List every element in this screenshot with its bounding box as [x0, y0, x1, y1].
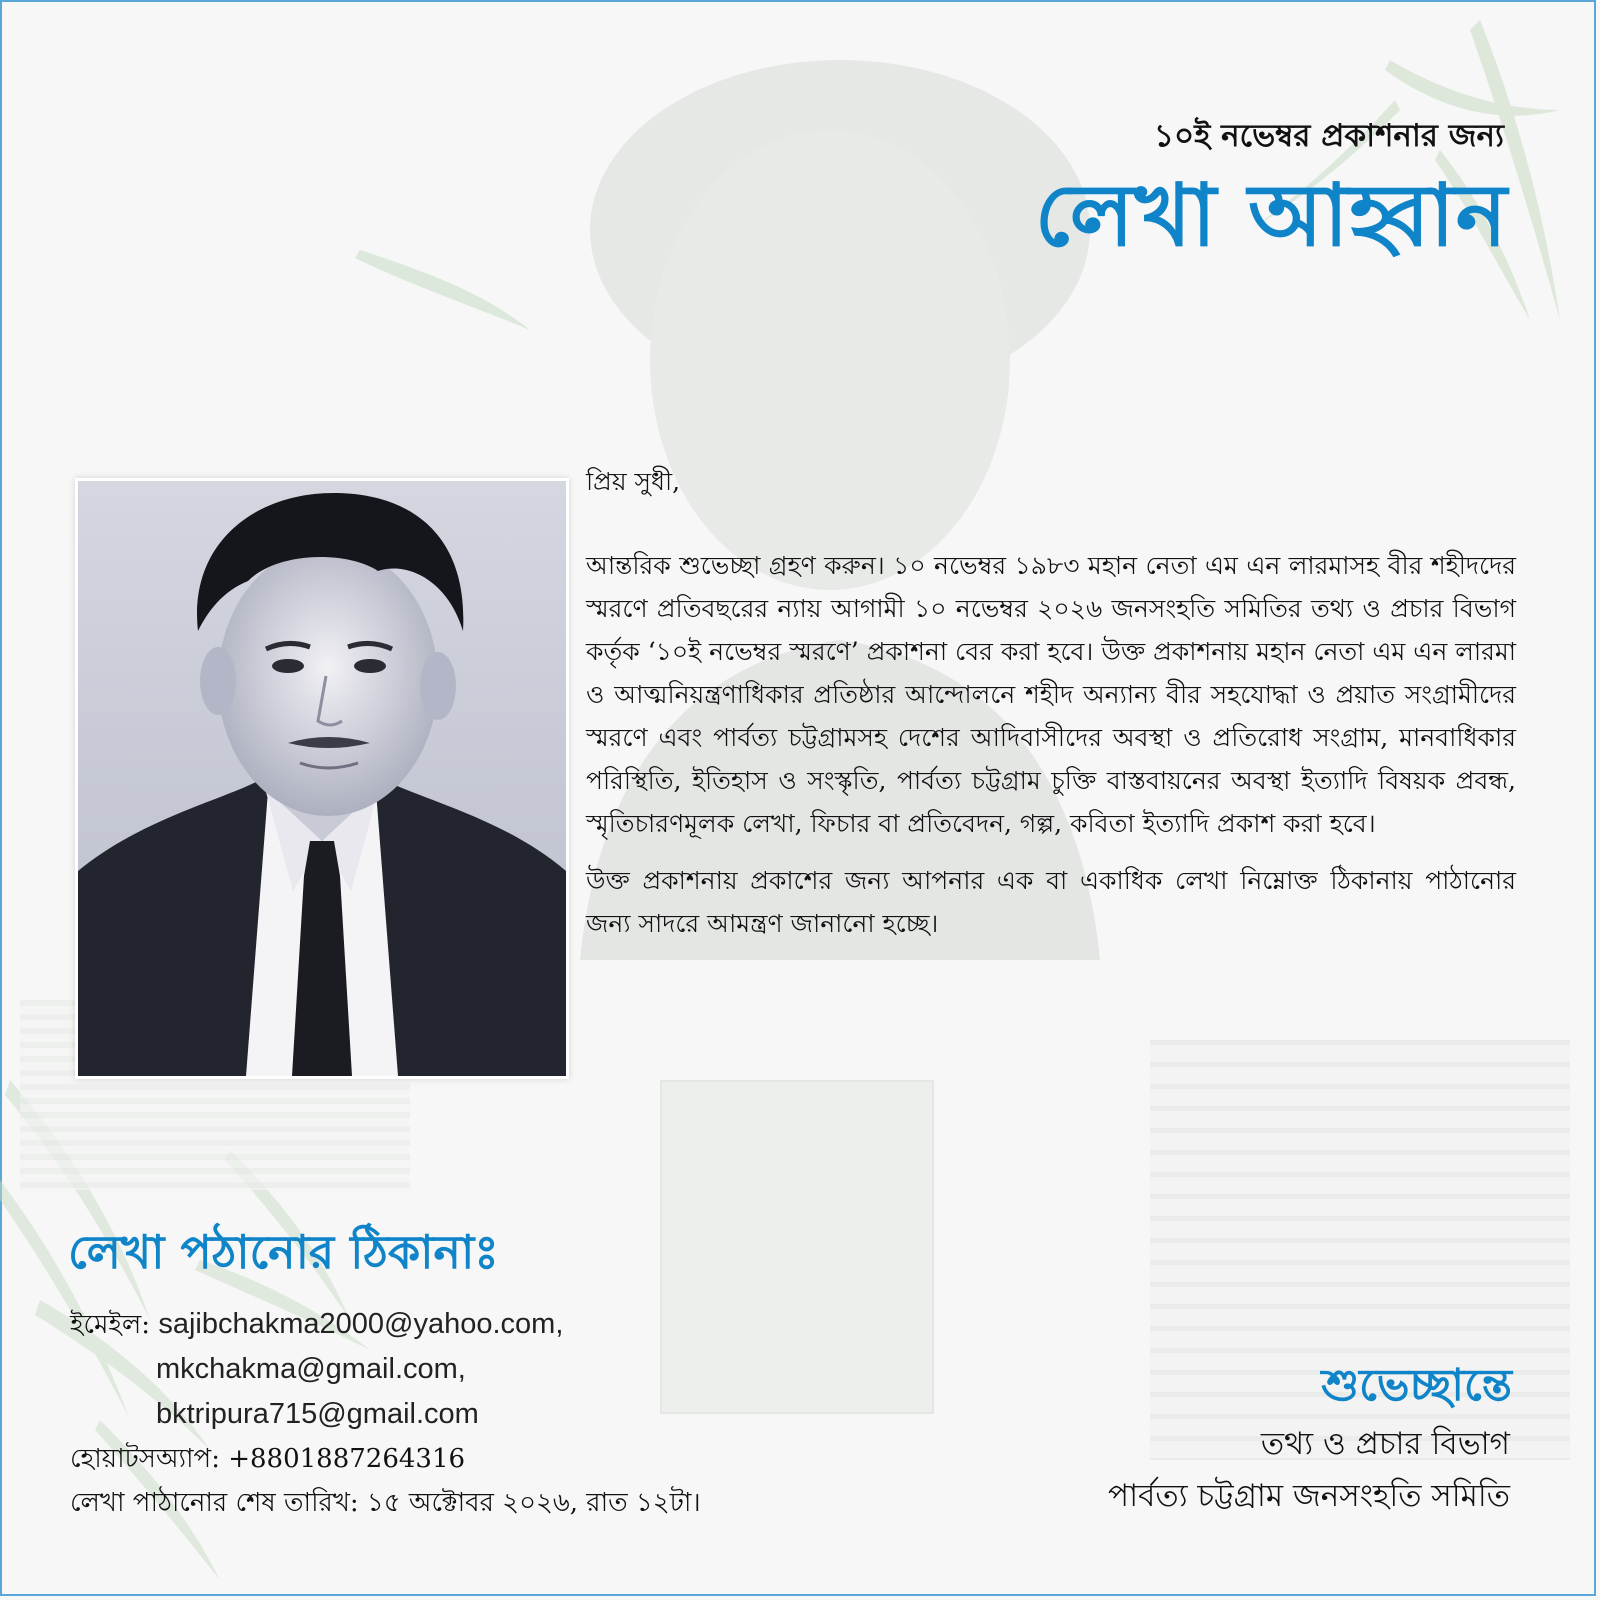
organization-name: পার্বত্য চট্টগ্রাম জনসংহতি সমিতি: [1108, 1478, 1510, 1514]
letter-paragraph-main: আন্তরিক শুভেচ্ছা গ্রহণ করুন। ১০ নভেম্বর ১৯৮৩ মহান নেতা এম এন লারমাসহ বীর শহীদদের স্মরণে প্রতিবছরের ন্যায় আগামী ১০ নভেম্বর ২০২৬ জনসংহতি সমিতির তথ্য ও প্রচার বিভাগ কর্তৃক ‘১০ই নভেম্বর স্মরণে’ প্রকাশনা বের করা হবে। উক্ত প্রকাশনায় মহান নেতা এম এন লারমা ও আত্মনিয়ন্ত্রণাধিকার প্রতিষ্ঠার আন্দোলনে শহীদ অন্যান্য বীর সহযোদ্ধা ও প্রয়াত সংগ্রামীদের স্মরণে এবং পার্বত্য চট্টগ্রামসহ দেশের আদিবাসীদের অবস্থা ও প্রতিরোধ সংগ্রাম, মানবাধিকার পরিস্থিতি, ইতিহাস ও সংস্কৃতি, পার্বত্য চট্টগ্রাম চুক্তি বাস্তবায়নের অবস্থা ইত্যাদি বিষয়ক প্রবন্ধ, স্মৃতিচারণমূলক লেখা, ফিচার বা প্রতিবেদন, গল্প, কবিতা ইত্যাদি প্রকাশ করা হবে।: [586, 551, 1516, 838]
letter-greeting: প্রিয় সুধী,: [586, 467, 681, 496]
email-link-3[interactable]: bktripura715@gmail.com: [156, 1398, 479, 1430]
regards-heading: শুভেচ্ছান্তে: [1321, 1360, 1512, 1411]
deadline-value: ১৫ অক্টোবর ২০২৬, রাত ১২টা।: [366, 1488, 701, 1518]
letter-paragraph-invitation: উক্ত প্রকাশনায় প্রকাশের জন্য আপনার এক বা একাধিক লেখা নিম্নোক্ত ঠিকানায় পাঠানোর জন্য সাদরে আমন্ত্রণ জানানো হচ্ছে।: [586, 866, 1516, 938]
department-name: তথ্য ও প্রচার বিভাগ: [1260, 1426, 1510, 1462]
email-link-2[interactable]: mkchakma@gmail.com,: [156, 1353, 466, 1385]
submission-address-title: লেখা পঠানোর ঠিকানাঃ: [68, 1225, 499, 1279]
leader-portrait-photo: [75, 478, 569, 1079]
deadline-row: [70, 1481, 701, 1525]
whatsapp-row: [70, 1437, 701, 1481]
background-plaque-fade: [660, 1080, 934, 1414]
invitation-letter: [586, 460, 1516, 945]
publication-subtitle: ১০ই নভেম্বর প্রকাশনার জন্য: [1153, 118, 1504, 154]
contact-details: [70, 1302, 701, 1525]
email-row-3: [70, 1392, 701, 1437]
email-label: ইমেইল:: [70, 1310, 151, 1340]
deadline-label: লেখা পাঠানোর শেষ তারিখ:: [70, 1488, 359, 1518]
email-link-1[interactable]: sajibchakma2000@yahoo.com,: [158, 1308, 564, 1340]
email-row: [70, 1302, 701, 1347]
page-title: লেখা আহ্বান: [1034, 166, 1508, 266]
whatsapp-label: হোয়াটসঅ্যাপ:: [70, 1444, 220, 1474]
whatsapp-number[interactable]: +8801887264316: [228, 1444, 466, 1474]
email-row-2: [70, 1347, 701, 1392]
